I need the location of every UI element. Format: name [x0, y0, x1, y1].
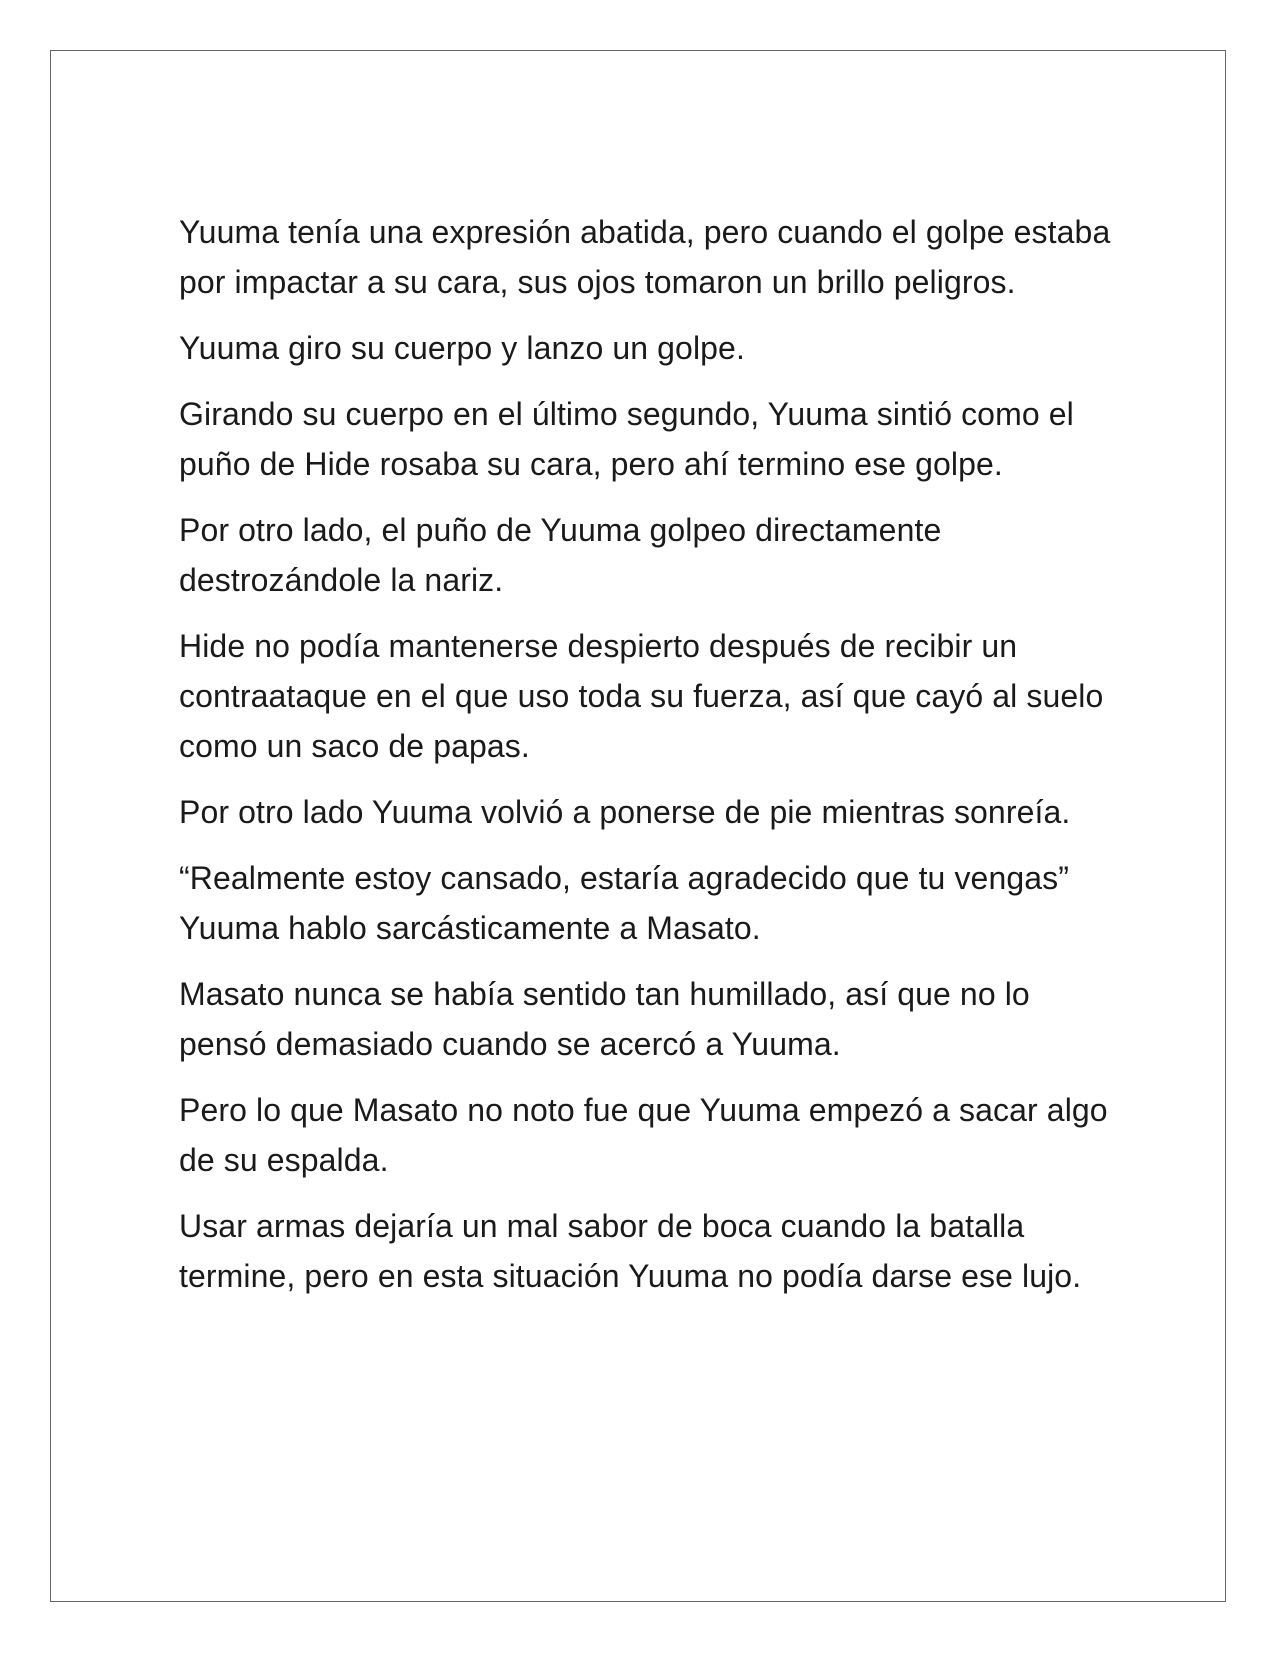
paragraph: Usar armas dejaría un mal sabor de boca cuando la batalla termine, pero en esta situación Yuuma no podía darse ese lujo.	[179, 1208, 1082, 1294]
paragraph: Girando su cuerpo en el último segundo, Yuuma sintió como el puño de Hide rosaba su cara, pero ahí termino ese golpe.	[179, 396, 1074, 482]
paragraph: Yuuma tenía una expresión abatida, pero cuando el golpe estaba por impactar a su cara, sus ojos tomaron un brillo peligros.	[179, 214, 1111, 300]
paragraph: Por otro lado, el puño de Yuuma golpeo directamente destrozándole la nariz.	[179, 512, 942, 598]
paragraph: Por otro lado Yuuma volvió a ponerse de pie mientras sonreía.	[179, 794, 1071, 830]
document-body	[179, 207, 1119, 1317]
paragraph: Hide no podía mantenerse despierto después de recibir un contraataque en el que uso toda su fuerza, así que cayó al suelo como un saco de papas.	[179, 628, 1104, 764]
paragraph: Masato nunca se había sentido tan humillado, así que no lo pensó demasiado cuando se acercó a Yuuma.	[179, 976, 1030, 1062]
paragraph: “Realmente estoy cansado, estaría agradecido que tu vengas” Yuuma hablo sarcásticamente a Masato.	[179, 860, 1069, 946]
document-page	[50, 50, 1226, 1602]
paragraph: Pero lo que Masato no noto fue que Yuuma empezó a sacar algo de su espalda.	[179, 1092, 1108, 1178]
paragraph: Yuuma giro su cuerpo y lanzo un golpe.	[179, 330, 745, 366]
